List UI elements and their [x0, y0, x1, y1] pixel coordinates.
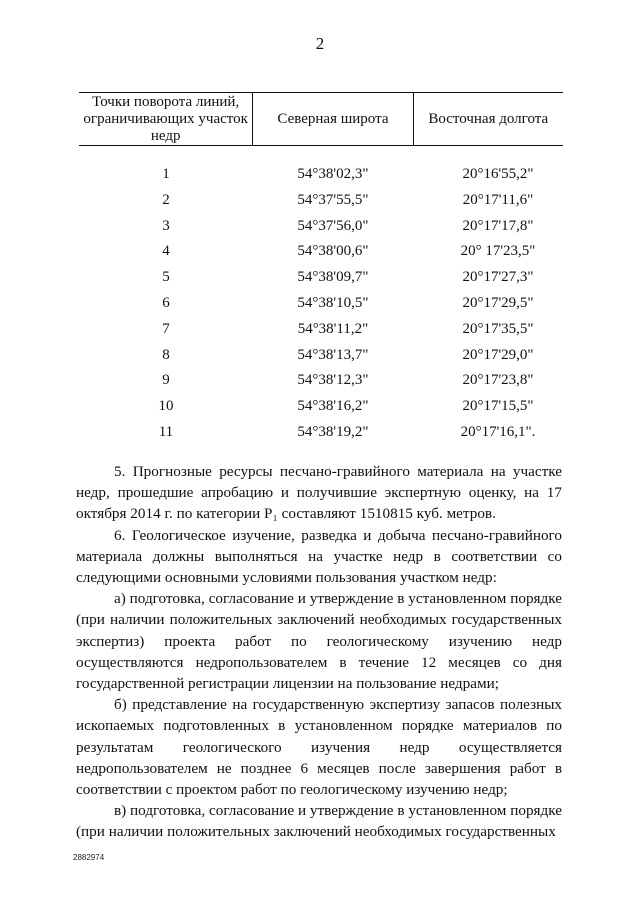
point-number: 1 — [162, 166, 170, 182]
table-row — [79, 343, 563, 369]
header-latitude: Северная широта — [253, 93, 413, 146]
paragraph-5: 5. Прогнозные ресурсы песчано-гравийного материала на участке недр, прошедшие апробацию и получившие экспертную оценку, на 17 октября 2014 г. по категории P₁ составляют 1510815 куб. метров. — [76, 463, 562, 523]
latitude-cell: 54°37'55,5" — [297, 191, 369, 208]
table-row — [79, 317, 563, 343]
paragraph-6b: б) представление на государственную экспертизу запасов полезных ископаемых подготовленных в установленном порядке материалов по результатам геологического изучения недр осуществляется недропользователем не позднее 6 месяцев после завершения работ в соответствии с проектом работ по геологическому изучению недр; — [76, 696, 562, 799]
latitude-cell: 54°38'12,3" — [297, 372, 369, 389]
longitude-cell: 20° 17'23,5" — [460, 243, 536, 260]
paragraph-6v: в) подготовка, согласование и утверждение в установленном порядке (при наличии положительных заключений необходимых государственных — [76, 802, 562, 841]
table-row — [79, 188, 563, 214]
longitude-cell: 20°17'35,5" — [462, 320, 534, 337]
paragraph-6a: а) подготовка, согласование и утверждение в установленном порядке (при наличии положительных заключений необходимых государственных экспертиз) проекта работ по геологическому изучению недр осуществляются недропользователем в течение 12 месяцев со дня государственной регистрации лицензии на пользование недрами; — [76, 590, 562, 693]
latitude-cell: 54°38'09,7" — [297, 269, 369, 286]
paragraph-6: 6. Геологическое изучение, разведка и добыча песчано-гравийного материала должны выполняться на участке недр в соответствии со следующими основными условиями пользования участком недр: — [76, 526, 562, 587]
table-row — [79, 265, 563, 291]
table-body — [79, 146, 563, 446]
coordinates-table — [79, 92, 563, 446]
point-number: 5 — [162, 269, 170, 286]
point-number: 7 — [162, 320, 170, 337]
latitude-cell: 54°38'13,7" — [297, 346, 369, 363]
table-row — [79, 239, 563, 265]
table-header-row — [79, 93, 563, 146]
latitude-cell: 54°38'19,2" — [297, 423, 369, 440]
longitude-cell: 20°17'16,1". — [460, 423, 536, 440]
longitude-cell: 20°17'17,8" — [462, 217, 534, 234]
header-longitude: Восточная долгота — [413, 93, 563, 146]
page-number: 2 — [315, 34, 325, 53]
header-points: Точки поворота линий, ограничивающих участок недр — [79, 93, 253, 146]
longitude-cell: 20°17'23,8" — [462, 372, 534, 389]
point-number: 2 — [162, 191, 170, 208]
table-spacer — [79, 146, 563, 163]
body-text — [76, 461, 562, 843]
table-row — [79, 368, 563, 394]
table-row — [79, 394, 563, 420]
longitude-cell: 20°17'29,5" — [462, 294, 534, 311]
latitude-cell: 54°38'00,6" — [297, 243, 369, 260]
point-number: 6 — [162, 294, 170, 311]
table-row — [79, 291, 563, 317]
latitude-cell: 54°38'11,2" — [297, 320, 369, 337]
longitude-cell: 20°17'11,6" — [462, 191, 534, 208]
point-number: 8 — [162, 346, 170, 363]
point-number: 9 — [162, 372, 170, 389]
point-number: 11 — [158, 423, 174, 440]
longitude-cell: 20°16'55,2" — [462, 166, 534, 182]
latitude-cell: 54°37'56,0" — [297, 217, 369, 234]
table-row — [79, 420, 563, 446]
longitude-cell: 20°17'27,3" — [462, 269, 534, 286]
latitude-cell: 54°38'16,2" — [297, 398, 369, 415]
point-number: 10 — [158, 398, 174, 415]
table-row — [79, 214, 563, 240]
longitude-cell: 20°17'15,5" — [462, 398, 534, 415]
point-number: 4 — [162, 243, 170, 260]
latitude-cell: 54°38'10,5" — [297, 294, 369, 311]
document-code: 2882974 — [73, 853, 105, 862]
latitude-cell: 54°38'02,3" — [297, 166, 369, 182]
table-row — [79, 162, 563, 188]
point-number: 3 — [162, 217, 170, 234]
longitude-cell: 20°17'29,0" — [462, 346, 534, 363]
